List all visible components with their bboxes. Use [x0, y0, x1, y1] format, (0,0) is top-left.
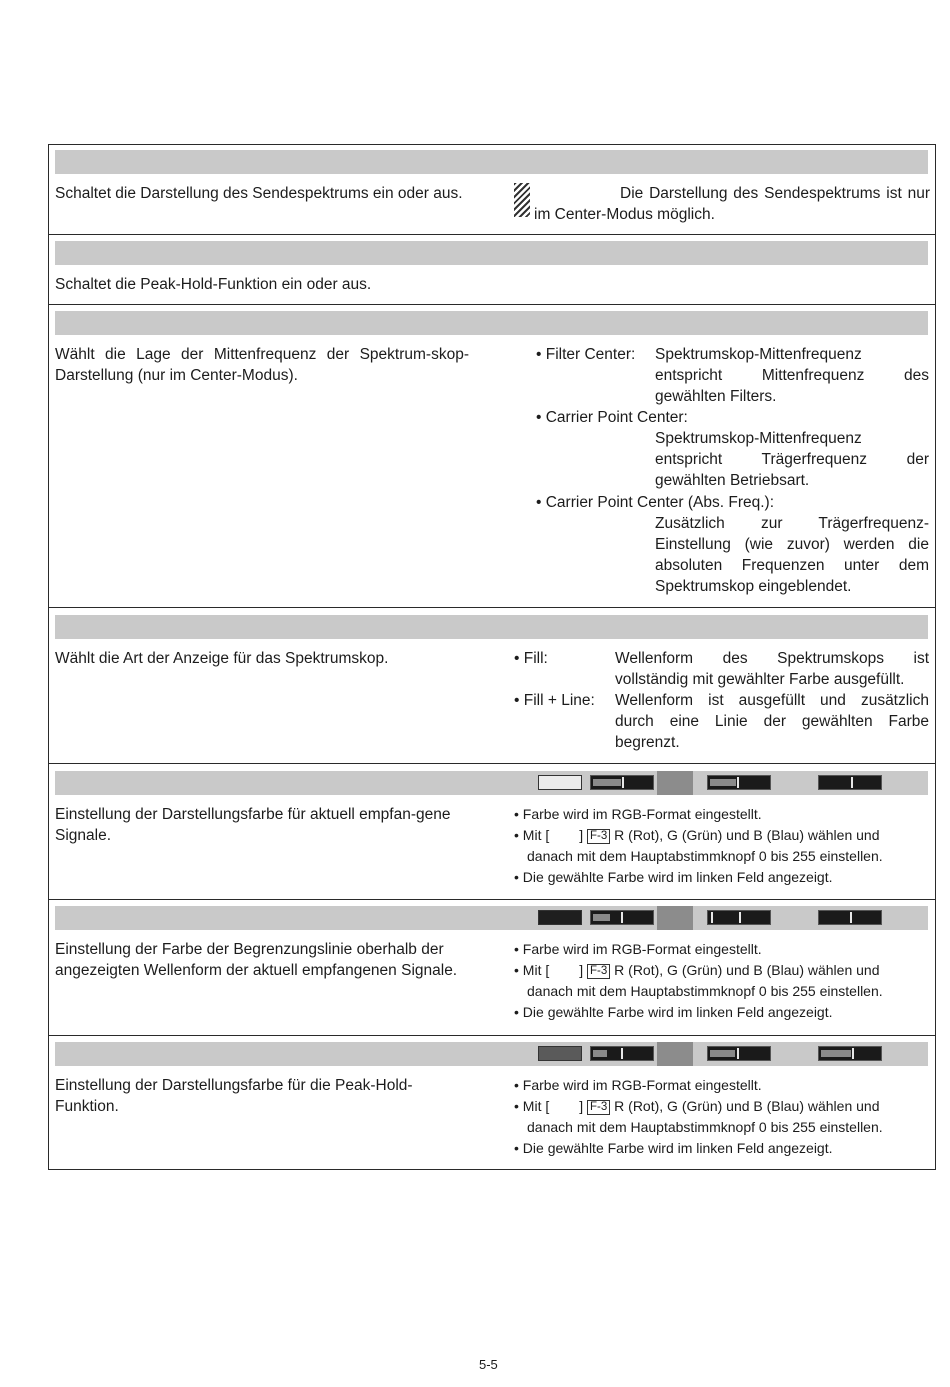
green-slider[interactable]: [707, 910, 771, 925]
red-slider[interactable]: [590, 910, 654, 925]
option-label: • Fill + Line:: [514, 692, 595, 709]
color-preview-swatch: [538, 1046, 582, 1061]
color-picker-strip: [530, 1042, 928, 1066]
section-header-bar-4: [55, 615, 928, 639]
bullet-rgb-format: • Farbe wird im RGB-Format eingestellt.: [514, 941, 762, 957]
green-slider[interactable]: [707, 775, 771, 790]
selected-channel-highlight: [657, 906, 693, 930]
option-description: Wellenform ist ausgefüllt und zusätzlich durch eine Linie der gewählten Farbe begrenzt.: [615, 692, 929, 751]
option-description: Zusätzlich zur Trägerfrequenz-Einstellung (wie zuvor) werden die absoluten Frequenzen unter dem Spektrumskop eingeblendet.: [655, 515, 929, 595]
bullet-continuation: danach mit dem Hauptabstimmknopf 0 bis 255 einstellen.: [527, 848, 883, 864]
blue-slider[interactable]: [818, 1046, 882, 1061]
option-description: Wellenform des Spektrumskops ist vollständig mit gewählter Farbe ausgefüllt.: [615, 650, 929, 688]
section-5-bullets: [514, 804, 930, 888]
bullet-select-channel: • Mit [ ] F-3 R (Rot), G (Grün) und B (Blau) wählen und: [514, 962, 880, 978]
f3-key: F-3: [587, 1100, 610, 1115]
section-header-bar-3: [55, 311, 928, 335]
section-3-description: Wählt die Lage der Mittenfrequenz der Spektrum-skop-Darstellung (nur im Center-Modus).: [55, 346, 469, 384]
section-2-description: Schaltet die Peak-Hold-Funktion ein oder aus.: [55, 276, 372, 293]
bullet-continuation: danach mit dem Hauptabstimmknopf 0 bis 255 einstellen.: [527, 1119, 883, 1135]
bullet-preview-note: • Die gewählte Farbe wird im linken Feld angezeigt.: [514, 1004, 833, 1020]
bullet-preview-note: • Die gewählte Farbe wird im linken Feld angezeigt.: [514, 1140, 833, 1156]
selected-channel-highlight: [657, 771, 693, 795]
color-preview-swatch: [538, 775, 582, 790]
bullet-preview-note: • Die gewählte Farbe wird im linken Feld angezeigt.: [514, 869, 833, 885]
section-divider: [49, 304, 935, 305]
section-header-bar-1: [55, 150, 928, 174]
color-picker-strip: [530, 906, 928, 930]
blue-slider[interactable]: [818, 910, 882, 925]
color-picker-strip: [530, 771, 928, 795]
section-divider: [49, 1035, 935, 1036]
section-6-description: Einstellung der Farbe der Begrenzungslinie oberhalb der angezeigten Wellenform der aktuell empfangenen Signale.: [55, 941, 458, 979]
green-slider[interactable]: [707, 1046, 771, 1061]
bullet-rgb-format: • Farbe wird im RGB-Format eingestellt.: [514, 1077, 762, 1093]
blue-slider[interactable]: [818, 775, 882, 790]
f3-key: F-3: [587, 829, 610, 844]
section-5-description: Einstellung der Darstellungsfarbe für aktuell empfan-gene Signale.: [55, 806, 451, 844]
section-1-description: Schaltet die Darstellung des Sendespektrums ein oder aus.: [55, 185, 463, 202]
hatched-note-icon: [514, 183, 530, 217]
option-description: Spektrumskop-Mittenfrequenz entspricht Mittenfrequenz des gewählten Filters.: [655, 346, 929, 405]
section-1-note-text: Die Darstellung des Sendespektrums ist nur im Center-Modus möglich.: [534, 185, 930, 223]
section-7-description: Einstellung der Darstellungsfarbe für die Peak-Hold-Funktion.: [55, 1077, 413, 1115]
section-divider: [49, 607, 935, 608]
color-preview-swatch: [538, 910, 582, 925]
option-label: • Carrier Point Center (Abs. Freq.):: [536, 494, 774, 511]
section-1-note: [514, 183, 930, 223]
section-divider: [49, 899, 935, 900]
bullet-rgb-format: • Farbe wird im RGB-Format eingestellt.: [514, 806, 762, 822]
bullet-continuation: danach mit dem Hauptabstimmknopf 0 bis 255 einstellen.: [527, 983, 883, 999]
section-4-description: Wählt die Art der Anzeige für das Spektrumskop.: [55, 650, 389, 667]
section-7-bullets: [514, 1075, 930, 1159]
bullet-select-channel: • Mit [ ] F-3 R (Rot), G (Grün) und B (Blau) wählen und: [514, 1098, 880, 1114]
section-6-bullets: [514, 939, 930, 1023]
selected-channel-highlight: [657, 1042, 693, 1066]
option-label: • Fill:: [514, 650, 548, 667]
bullet-select-channel: • Mit [ ] F-3 R (Rot), G (Grün) und B (Blau) wählen und: [514, 827, 880, 843]
section-divider: [49, 234, 935, 235]
f3-key: F-3: [587, 964, 610, 979]
option-label: • Carrier Point Center:: [536, 409, 688, 426]
red-slider[interactable]: [590, 1046, 654, 1061]
section-divider: [49, 763, 935, 764]
option-label: • Filter Center:: [536, 346, 636, 363]
option-description: Spektrumskop-Mittenfrequenz entspricht Trägerfrequenz der gewählten Betriebsart.: [655, 430, 929, 489]
red-slider[interactable]: [590, 775, 654, 790]
section-header-bar-2: [55, 241, 928, 265]
